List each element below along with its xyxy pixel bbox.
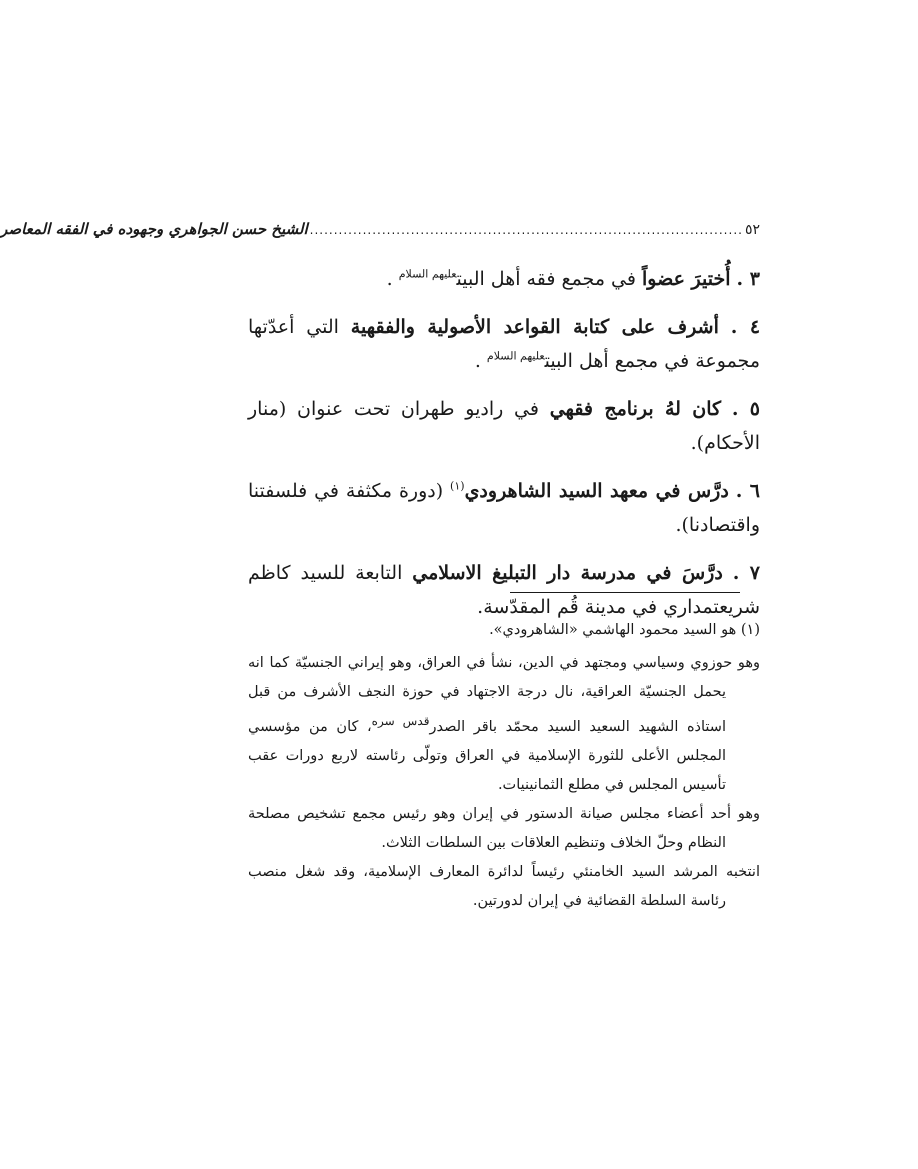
footnote-text: ، كان من مؤسسي المجلس الأعلى للثورة الإسلامية في العراق وتولّى رئاسته لاربع دورات عقب تأسيس المجلس في مطلع الثمانينيات. (248, 718, 726, 793)
footnote-ref[interactable]: (١) (450, 479, 465, 493)
item-bold-text: أُختيرَ عضواً (642, 268, 731, 290)
item-end: . (474, 350, 487, 372)
page-header (0, 220, 760, 246)
list-item (248, 556, 760, 624)
item-text: (دورة مكثفة في فلسفتنا واقتصادنا). (248, 480, 760, 536)
footnote-divider (510, 592, 740, 593)
item-number: ٧ . (732, 562, 760, 584)
list-item (248, 310, 760, 378)
item-number: ٣ . (736, 268, 760, 290)
item-number: ٤ . (730, 316, 761, 338)
item-text: في راديو طهران تحت عنوان (منار الأحكام). (248, 398, 760, 454)
main-text (248, 262, 760, 638)
item-bold-text: كان لهُ برنامج فقهي (549, 398, 722, 420)
footnotes (248, 616, 760, 916)
item-bold-text: درَّسَ في مدرسة دار التبليغ الاسلامي (412, 562, 723, 584)
honorific-symbol: عليهم السلام (398, 267, 457, 281)
item-text: في مجمع فقه أهل البيت (456, 268, 642, 290)
item-bold-text: درَّس في معهد السيد الشاهرودي (464, 480, 729, 502)
item-text: التي أعدّتها مجموعة في مجمع أهل البيت (248, 316, 760, 372)
list-item (248, 262, 760, 296)
footnote-paragraph: انتخبه المرشد السيد الخامنئي رئيساً لدائرة المعارف الإسلامية، وقد شغل منصب رئاسة السلطة القضائية في إيران لدورتين. (248, 863, 760, 909)
header-leader-dots: .......................................................................................... (309, 223, 743, 237)
item-number: ٦ . (735, 480, 760, 502)
item-bold-text: أشرف على كتابة القواعد الأصولية والفقهية (350, 316, 719, 338)
footnote-paragraph (248, 649, 760, 800)
item-end: . (386, 268, 399, 290)
footnote-paragraph: وهو أحد أعضاء مجلس صيانة الدستور في إيران وهو رئيس مجمع تشخيص مصلحة النظام وحلّ الخلاف وتنظيم العلاقات بين السلطات الثلاث. (248, 805, 760, 851)
list-item (248, 392, 760, 460)
footnote-heading: (١) هو السيد محمود الهاشمي «الشاهرودي». (489, 622, 760, 638)
honorific-symbol: قدس سره (371, 714, 430, 728)
honorific-symbol: عليهم السلام (486, 349, 545, 363)
running-title: الشيخ حسن الجواهري وجهوده في الفقه المعاصر (0, 220, 308, 238)
list-item (248, 474, 760, 542)
footnote-text: وهو حوزوي وسياسي ومجتهد في الدين، نشأ في العراق، وهو إيراني الجنسيّة كما انه يحمل الجنسيّة العراقية، نال درجة الاجتهاد في حوزة النجف الأشرف من قبل استاذه الشهيد السعيد السيد محمّد باقر الصدر (248, 655, 760, 735)
item-text: التابعة للسيد كاظم شريعتمداري في مدينة قُم المقدّسة. (248, 562, 760, 618)
item-number: ٥ . (731, 398, 761, 420)
page-number: ٥٢ (744, 222, 760, 238)
